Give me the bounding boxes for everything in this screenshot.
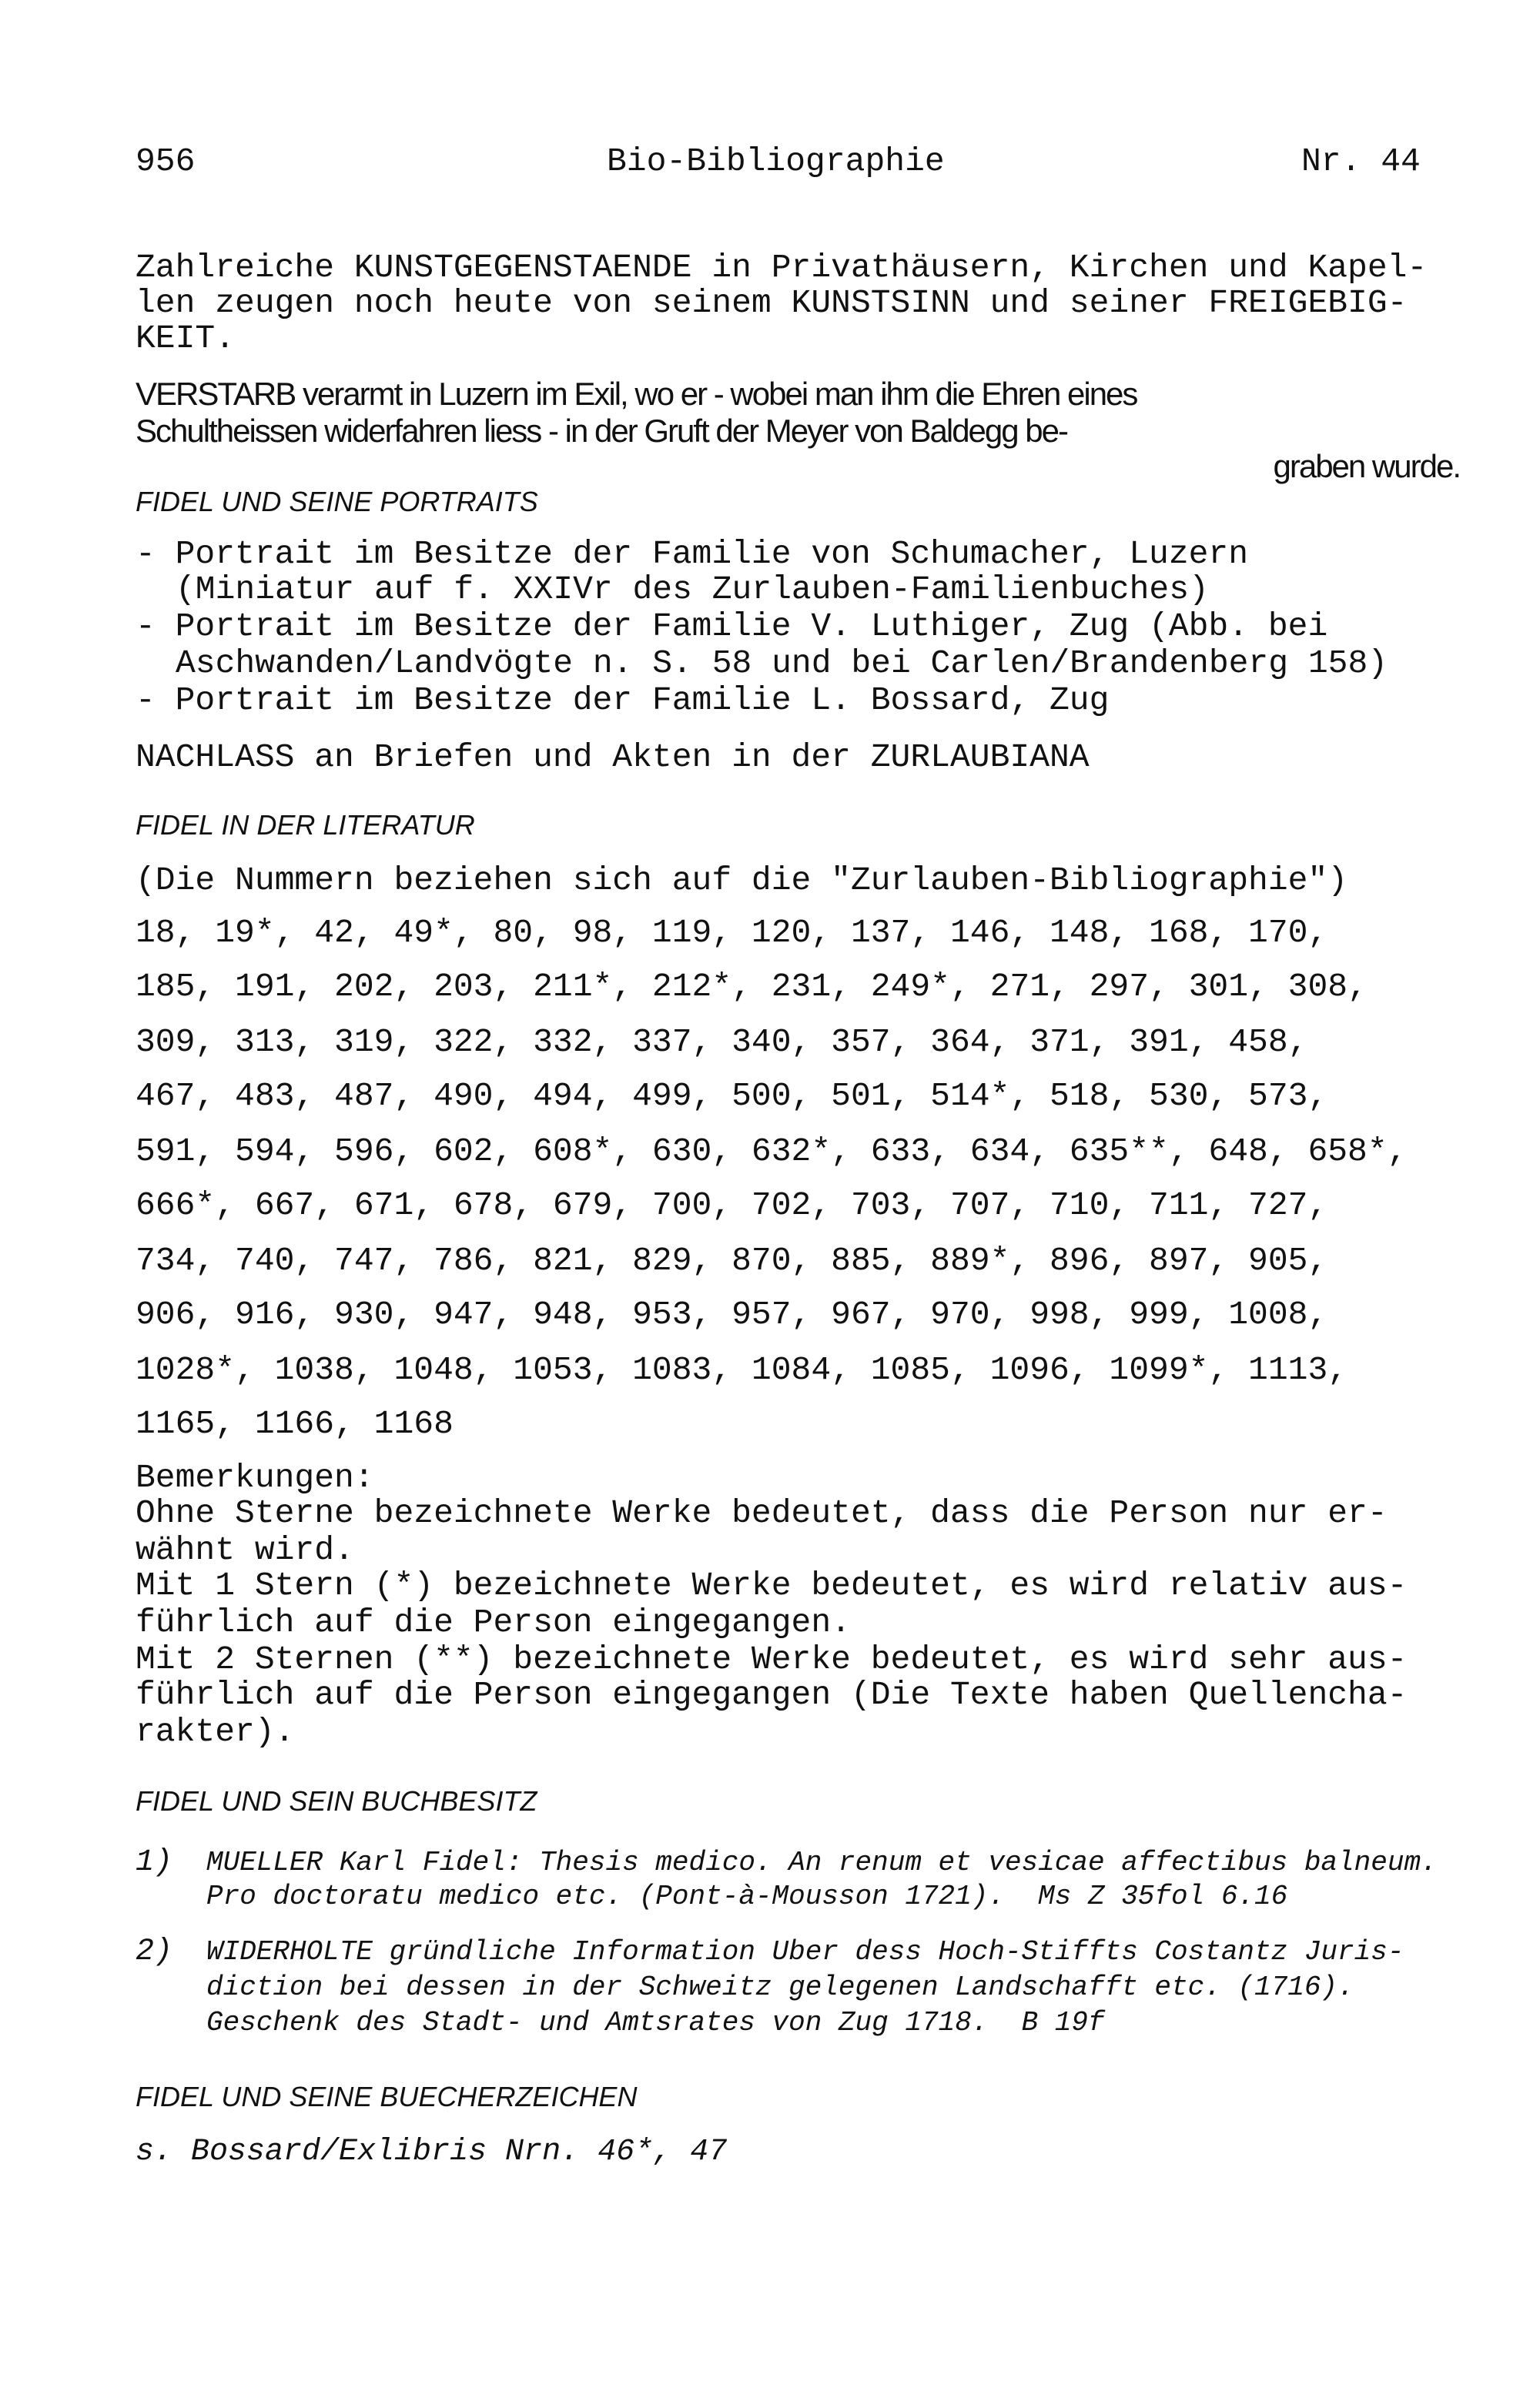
running-title: Bio-Bibliographie — [607, 142, 945, 180]
number-line: 185, 191, 202, 203, 211*, 212*, 231, 249*, 271, 297, 301, 308, — [136, 968, 1368, 1005]
remarks-line: wähnt wird. — [136, 1531, 354, 1569]
section-heading-portraits: FIDEL UND SEINE PORTRAITS — [136, 486, 538, 517]
number-line: 1028*, 1038, 1048, 1053, 1083, 1084, 1085, 1096, 1099*, 1113, — [136, 1351, 1348, 1389]
entry-line: diction bei dessen in der Schweitz gelegenen Landschafft etc. (1716). — [206, 1972, 1354, 2003]
nachlass-line: NACHLASS an Briefen und Akten in der ZURLAUBIANA — [136, 738, 1090, 776]
section-heading-bookplates: FIDEL UND SEINE BUECHERZEICHEN — [136, 2081, 638, 2112]
list-item: - Portrait im Besitze der Familie von Schumacher, Luzern — [136, 535, 1249, 573]
remarks-line: Ohne Sterne bezeichnete Werke bedeutet, dass die Person nur er- — [136, 1494, 1388, 1532]
page-number: 956 — [136, 142, 196, 180]
entry-line: Pro doctoratu medico etc. (Pont-à-Mousson 1721). Ms Z 35fol 6.16 — [206, 1881, 1288, 1912]
issue-number: Nr. 44 — [1301, 142, 1421, 180]
text-line: graben wurde. — [1273, 448, 1460, 484]
entry-line: WIDERHOLTE gründliche Information Uber dess Hoch-Stiffts Costantz Juris- — [206, 1936, 1404, 1968]
list-item-continuation: Aschwanden/Landvögte n. S. 58 und bei Carlen/Brandenberg 158) — [176, 644, 1388, 682]
text-line: VERSTARB verarmt in Luzern im Exil, wo er - wobei man ihm die Ehren eines — [136, 376, 1137, 412]
number-line: 666*, 667, 671, 678, 679, 700, 702, 703, 707, 710, 711, 727, — [136, 1186, 1328, 1224]
section-heading-books: FIDEL UND SEIN BUCHBESITZ — [136, 1785, 537, 1817]
bookplates-reference: s. Bossard/Exlibris Nrn. 46*, 47 — [136, 2135, 728, 2169]
remarks-line: Mit 1 Stern (*) bezeichnete Werke bedeutet, es wird relativ aus- — [136, 1567, 1408, 1604]
list-item: - Portrait im Besitze der Familie L. Bossard, Zug — [136, 681, 1110, 719]
entry-number: 2) — [136, 1935, 173, 1969]
number-line: 18, 19*, 42, 49*, 80, 98, 119, 120, 137, 146, 148, 168, 170, — [136, 914, 1328, 951]
entry-line: Geschenk des Stadt- und Amtsrates von Zug 1718. B 19f — [206, 2007, 1105, 2038]
text-line: Schultheissen widerfahren liess - in der Gruft der Meyer von Baldegg be- — [136, 413, 1068, 449]
number-line: 1165, 1166, 1168 — [136, 1405, 454, 1443]
number-line: 734, 740, 747, 786, 821, 829, 870, 885, 889*, 896, 897, 905, — [136, 1242, 1328, 1279]
remarks-line: führlich auf die Person eingegangen. — [136, 1604, 851, 1641]
literature-note: (Die Nummern beziehen sich auf die "Zurlauben-Bibliographie") — [136, 861, 1348, 899]
section-heading-literature: FIDEL IN DER LITERATUR — [136, 809, 475, 841]
text-line: Zahlreiche KUNSTGEGENSTAENDE in Privathäusern, Kirchen und Kapel- — [136, 249, 1428, 286]
number-line: 591, 594, 596, 602, 608*, 630, 632*, 633, 634, 635**, 648, 658*, — [136, 1132, 1408, 1170]
number-line: 906, 916, 930, 947, 948, 953, 957, 967, 970, 998, 999, 1008, — [136, 1296, 1328, 1333]
list-item: - Portrait im Besitze der Familie V. Luthiger, Zug (Abb. bei — [136, 607, 1328, 645]
remarks-line: Bemerkungen: — [136, 1459, 374, 1497]
text-line: KEIT. — [136, 319, 236, 357]
remarks-line: führlich auf die Person eingegangen (Die Texte haben Quellencha- — [136, 1676, 1408, 1714]
number-line: 309, 313, 319, 322, 332, 337, 340, 357, 364, 371, 391, 458, — [136, 1023, 1308, 1061]
remarks-line: rakter). — [136, 1713, 295, 1751]
number-line: 467, 483, 487, 490, 494, 499, 500, 501, 514*, 518, 530, 573, — [136, 1077, 1328, 1115]
text-line: len zeugen noch heute von seinem KUNSTSINN und seiner FREIGEBIG- — [136, 284, 1408, 322]
entry-number: 1) — [136, 1845, 173, 1880]
entry-line: MUELLER Karl Fidel: Thesis medico. An renum et vesicae affectibus balneum. — [206, 1847, 1438, 1878]
remarks-line: Mit 2 Sternen (**) bezeichnete Werke bedeutet, es wird sehr aus- — [136, 1640, 1408, 1678]
list-item-continuation: (Miniatur auf f. XXIVr des Zurlauben-Familienbuches) — [176, 570, 1209, 608]
